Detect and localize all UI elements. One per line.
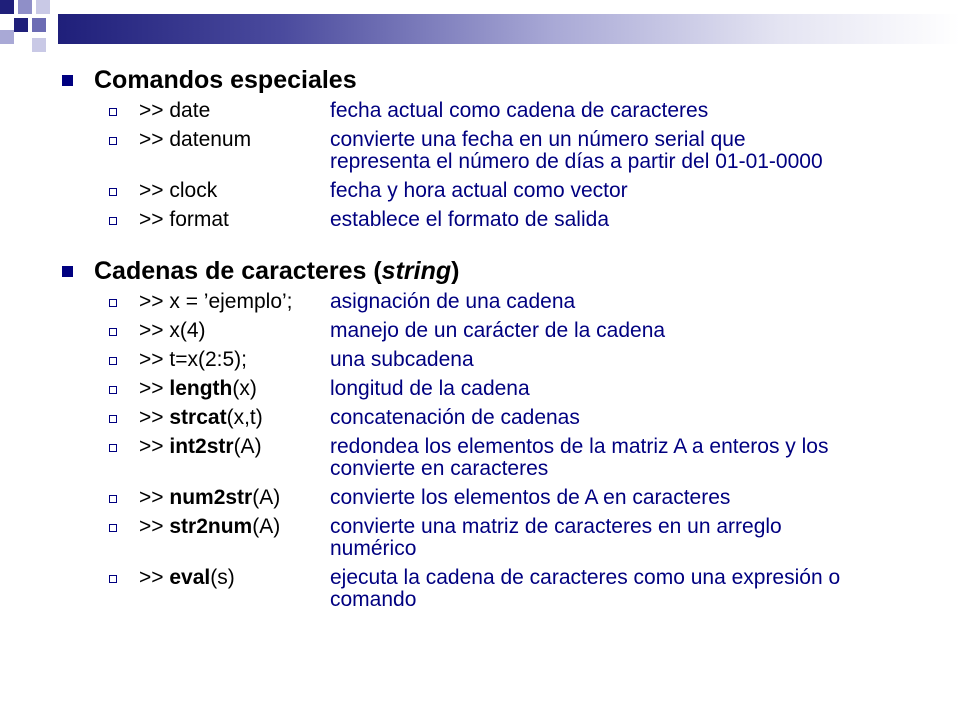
command-description: redondea los elementos de la matriz A a enteros y los convierte en caracteres <box>330 435 829 480</box>
command-name: num2str <box>169 486 253 509</box>
command-prefix: >> <box>139 377 170 400</box>
section-comandos-especiales <box>60 62 940 231</box>
command-prefix: >> x(4) <box>139 319 206 342</box>
hollow-square-bullet-icon <box>109 386 117 394</box>
hollow-square-bullet-icon <box>109 299 117 307</box>
section-title: Comandos especiales <box>94 65 357 94</box>
command-prefix: >> <box>139 128 170 151</box>
command-name: eval <box>169 566 211 589</box>
command-prefix: >> <box>139 99 170 122</box>
decor-square <box>18 0 32 14</box>
header-gradient-bar <box>58 14 960 44</box>
command-description: convierte una matriz de caracteres en un arreglo numérico <box>330 515 782 560</box>
command-prefix: >> <box>139 486 170 509</box>
command <box>139 567 330 589</box>
command <box>139 320 330 342</box>
command-name: date <box>169 99 211 122</box>
command <box>139 349 330 371</box>
command-prefix: >> <box>139 515 170 538</box>
command-args: (x) <box>232 377 257 400</box>
section-title-text: ) <box>451 256 460 285</box>
command-name: datenum <box>169 128 252 151</box>
hollow-square-bullet-icon <box>109 415 117 423</box>
command-args: (A) <box>233 435 262 458</box>
command-args: (x,t) <box>226 406 263 429</box>
list-item <box>60 100 940 122</box>
hollow-square-bullet-icon <box>109 188 117 196</box>
command <box>139 407 330 429</box>
command-description: establece el formato de salida <box>330 208 609 231</box>
hollow-square-bullet-icon <box>109 444 117 452</box>
command-list <box>60 291 940 611</box>
decor-square <box>32 18 46 32</box>
command-description: ejecuta la cadena de caracteres como una expresión o comando <box>330 566 841 611</box>
command-description: manejo de un carácter de la cadena <box>330 319 666 342</box>
command-description: convierte los elementos de A en caracteres <box>330 486 731 509</box>
command-prefix: >> <box>139 435 170 458</box>
command-prefix: >> <box>139 566 170 589</box>
list-item <box>60 516 940 560</box>
command <box>139 180 330 202</box>
decor-square <box>14 18 28 32</box>
section-title <box>94 257 459 286</box>
decor-square <box>0 30 14 44</box>
command-prefix: >> <box>139 208 170 231</box>
section-heading <box>60 253 940 289</box>
command-description: una subcadena <box>330 348 474 371</box>
command <box>139 436 330 458</box>
list-item <box>60 209 940 231</box>
hollow-square-bullet-icon <box>109 495 117 503</box>
list-item <box>60 487 940 509</box>
list-item <box>60 320 940 342</box>
command <box>139 378 330 400</box>
list-item <box>60 567 940 611</box>
hollow-square-bullet-icon <box>109 137 117 145</box>
hollow-square-bullet-icon <box>109 217 117 225</box>
command-name: strcat <box>169 406 227 429</box>
command-name: format <box>169 208 229 231</box>
square-bullet-icon <box>62 75 73 86</box>
section-title-emphasis: string <box>381 256 452 285</box>
command-description: fecha actual como cadena de caracteres <box>330 99 709 122</box>
section-cadenas-de-caracteres <box>60 253 940 611</box>
command-description: fecha y hora actual como vector <box>330 179 628 202</box>
hollow-square-bullet-icon <box>109 524 117 532</box>
command-description: convierte una fecha en un número serial que representa el número de días a partir del 01-01-0000 <box>330 128 823 173</box>
command <box>139 516 330 538</box>
command <box>139 209 330 231</box>
decor-square <box>32 38 46 52</box>
hollow-square-bullet-icon <box>109 575 117 583</box>
command <box>139 487 330 509</box>
command-description: asignación de una cadena <box>330 290 576 313</box>
list-item <box>60 291 940 313</box>
section-heading <box>60 62 940 98</box>
slide-content <box>60 62 940 633</box>
command <box>139 291 330 313</box>
command-prefix: >> <box>139 406 170 429</box>
decor-square <box>36 0 50 14</box>
command-list <box>60 100 940 231</box>
hollow-square-bullet-icon <box>109 328 117 336</box>
hollow-square-bullet-icon <box>109 357 117 365</box>
list-item <box>60 436 940 480</box>
decor-square <box>0 0 14 14</box>
command-name: length <box>169 377 233 400</box>
section-title-text: Cadenas de caracteres ( <box>94 256 382 285</box>
square-bullet-icon <box>62 266 73 277</box>
command-prefix: >> x = ’ejemplo’; <box>139 290 293 313</box>
list-item <box>60 180 940 202</box>
command-prefix: >> t=x(2:5); <box>139 348 247 371</box>
command-description: longitud de la cadena <box>330 377 530 400</box>
command-prefix: >> <box>139 179 170 202</box>
command-args: (A) <box>252 486 281 509</box>
command-name: str2num <box>169 515 253 538</box>
list-item <box>60 378 940 400</box>
command-name: clock <box>169 179 218 202</box>
list-item <box>60 407 940 429</box>
command-description: concatenación de cadenas <box>330 406 580 429</box>
command <box>139 100 330 122</box>
list-item <box>60 349 940 371</box>
hollow-square-bullet-icon <box>109 108 117 116</box>
command-args: (A) <box>252 515 281 538</box>
command-name: int2str <box>169 435 234 458</box>
command <box>139 129 330 151</box>
list-item <box>60 129 940 173</box>
command-args: (s) <box>210 566 235 589</box>
